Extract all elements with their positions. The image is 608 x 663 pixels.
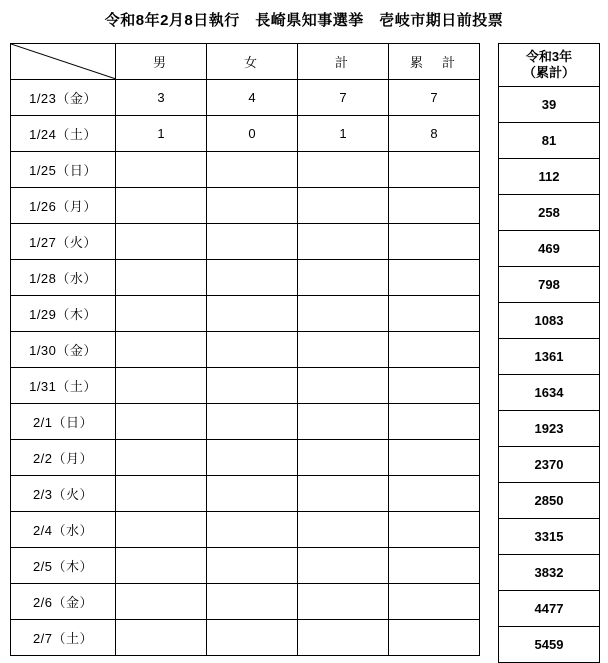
side-row — [499, 591, 600, 627]
cell-total — [298, 440, 389, 476]
side-cell-value: 1923 — [499, 411, 600, 447]
side-cell-value: 1634 — [499, 375, 600, 411]
table-header-row — [11, 44, 480, 80]
cell-male — [116, 260, 207, 296]
row-date: 1/27（火） — [11, 224, 116, 260]
column-header-cumulative: 累 計 — [389, 44, 480, 80]
side-cell-value: 3315 — [499, 519, 600, 555]
cell-cumulative — [389, 332, 480, 368]
cell-female — [207, 620, 298, 656]
cell-male — [116, 476, 207, 512]
cell-male — [116, 512, 207, 548]
table-row — [11, 548, 480, 584]
column-header-male: 男 — [116, 44, 207, 80]
cell-female — [207, 584, 298, 620]
cell-cumulative: 7 — [389, 80, 480, 116]
cell-male — [116, 440, 207, 476]
cell-female — [207, 188, 298, 224]
column-header-female: 女 — [207, 44, 298, 80]
cell-cumulative — [389, 620, 480, 656]
page-title: 令和8年2月8日執行 長崎県知事選挙 壱岐市期日前投票 — [104, 12, 504, 29]
cell-female — [207, 332, 298, 368]
cell-total — [298, 224, 389, 260]
table-row — [11, 116, 480, 152]
side-row — [499, 87, 600, 123]
side-row — [499, 519, 600, 555]
row-date: 2/6（金） — [11, 584, 116, 620]
cell-cumulative — [389, 296, 480, 332]
cell-cumulative — [389, 368, 480, 404]
cell-cumulative — [389, 152, 480, 188]
cell-female — [207, 296, 298, 332]
side-cell-value: 112 — [499, 159, 600, 195]
table-row — [11, 620, 480, 656]
cell-total — [298, 260, 389, 296]
table-row — [11, 224, 480, 260]
cell-male — [116, 296, 207, 332]
row-date: 2/5（木） — [11, 548, 116, 584]
side-row — [499, 267, 600, 303]
row-date: 1/26（月） — [11, 188, 116, 224]
cell-female: 0 — [207, 116, 298, 152]
cell-male — [116, 404, 207, 440]
row-date: 2/3（火） — [11, 476, 116, 512]
cell-male — [116, 332, 207, 368]
cell-cumulative — [389, 512, 480, 548]
row-date: 1/28（水） — [11, 260, 116, 296]
table-row — [11, 404, 480, 440]
table-row — [11, 512, 480, 548]
cell-cumulative — [389, 440, 480, 476]
cell-female — [207, 476, 298, 512]
cell-female — [207, 440, 298, 476]
cell-female — [207, 368, 298, 404]
side-row — [499, 159, 600, 195]
cell-female — [207, 260, 298, 296]
cell-total — [298, 368, 389, 404]
table-row — [11, 296, 480, 332]
reiwa3-cumulative-table — [498, 43, 600, 663]
table-row — [11, 332, 480, 368]
side-cell-value: 5459 — [499, 627, 600, 663]
side-cell-value: 798 — [499, 267, 600, 303]
side-row — [499, 447, 600, 483]
cell-total — [298, 152, 389, 188]
side-row — [499, 627, 600, 663]
table-row — [11, 152, 480, 188]
row-date: 1/25（日） — [11, 152, 116, 188]
side-row — [499, 231, 600, 267]
side-cell-value: 4477 — [499, 591, 600, 627]
cell-male — [116, 188, 207, 224]
side-cell-value: 2850 — [499, 483, 600, 519]
side-cell-value: 81 — [499, 123, 600, 159]
table-row — [11, 188, 480, 224]
cell-male — [116, 620, 207, 656]
cell-female — [207, 548, 298, 584]
side-column-header — [499, 44, 600, 87]
diagonal-line-icon — [11, 44, 116, 79]
side-cell-value: 2370 — [499, 447, 600, 483]
cell-cumulative — [389, 224, 480, 260]
side-cell-value: 3832 — [499, 555, 600, 591]
cell-total — [298, 332, 389, 368]
side-row — [499, 339, 600, 375]
side-row — [499, 411, 600, 447]
side-cell-value: 469 — [499, 231, 600, 267]
row-date: 1/23（金） — [11, 80, 116, 116]
cell-male: 3 — [116, 80, 207, 116]
row-date: 1/31（土） — [11, 368, 116, 404]
side-row — [499, 303, 600, 339]
cell-total — [298, 404, 389, 440]
side-row — [499, 195, 600, 231]
cell-male — [116, 584, 207, 620]
cell-cumulative — [389, 476, 480, 512]
cell-total — [298, 620, 389, 656]
early-voting-table — [10, 43, 480, 656]
row-date: 1/30（金） — [11, 332, 116, 368]
side-row — [499, 375, 600, 411]
row-date: 2/7（土） — [11, 620, 116, 656]
cell-female — [207, 512, 298, 548]
cell-total — [298, 512, 389, 548]
cell-cumulative — [389, 260, 480, 296]
side-cell-value: 258 — [499, 195, 600, 231]
cell-cumulative: 8 — [389, 116, 480, 152]
side-header-line2: （累計） — [522, 65, 575, 80]
cell-total — [298, 584, 389, 620]
cell-male — [116, 152, 207, 188]
cell-total: 7 — [298, 80, 389, 116]
cell-cumulative — [389, 188, 480, 224]
side-cell-value: 39 — [499, 87, 600, 123]
cell-cumulative — [389, 584, 480, 620]
table-row — [11, 368, 480, 404]
header-corner-diagonal — [11, 44, 116, 80]
row-date: 2/4（水） — [11, 512, 116, 548]
cell-total — [298, 188, 389, 224]
table-row — [11, 80, 480, 116]
side-row — [499, 483, 600, 519]
table-row — [11, 260, 480, 296]
side-row — [499, 123, 600, 159]
table-row — [11, 440, 480, 476]
cell-cumulative — [389, 404, 480, 440]
cell-male: 1 — [116, 116, 207, 152]
cell-male — [116, 548, 207, 584]
row-date: 1/24（土） — [11, 116, 116, 152]
cell-total: 1 — [298, 116, 389, 152]
side-cell-value: 1083 — [499, 303, 600, 339]
side-header-row — [499, 44, 600, 87]
cell-male — [116, 368, 207, 404]
side-header-line1: 令和3年 — [525, 49, 573, 64]
row-date: 2/1（日） — [11, 404, 116, 440]
cell-female: 4 — [207, 80, 298, 116]
column-header-total: 計 — [298, 44, 389, 80]
cell-cumulative — [389, 548, 480, 584]
cell-male — [116, 224, 207, 260]
cell-female — [207, 152, 298, 188]
cell-female — [207, 224, 298, 260]
row-date: 2/2（月） — [11, 440, 116, 476]
cell-total — [298, 476, 389, 512]
side-row — [499, 555, 600, 591]
cell-total — [298, 548, 389, 584]
cell-female — [207, 404, 298, 440]
row-date: 1/29（木） — [11, 296, 116, 332]
cell-total — [298, 296, 389, 332]
table-row — [11, 476, 480, 512]
table-row — [11, 584, 480, 620]
side-cell-value: 1361 — [499, 339, 600, 375]
